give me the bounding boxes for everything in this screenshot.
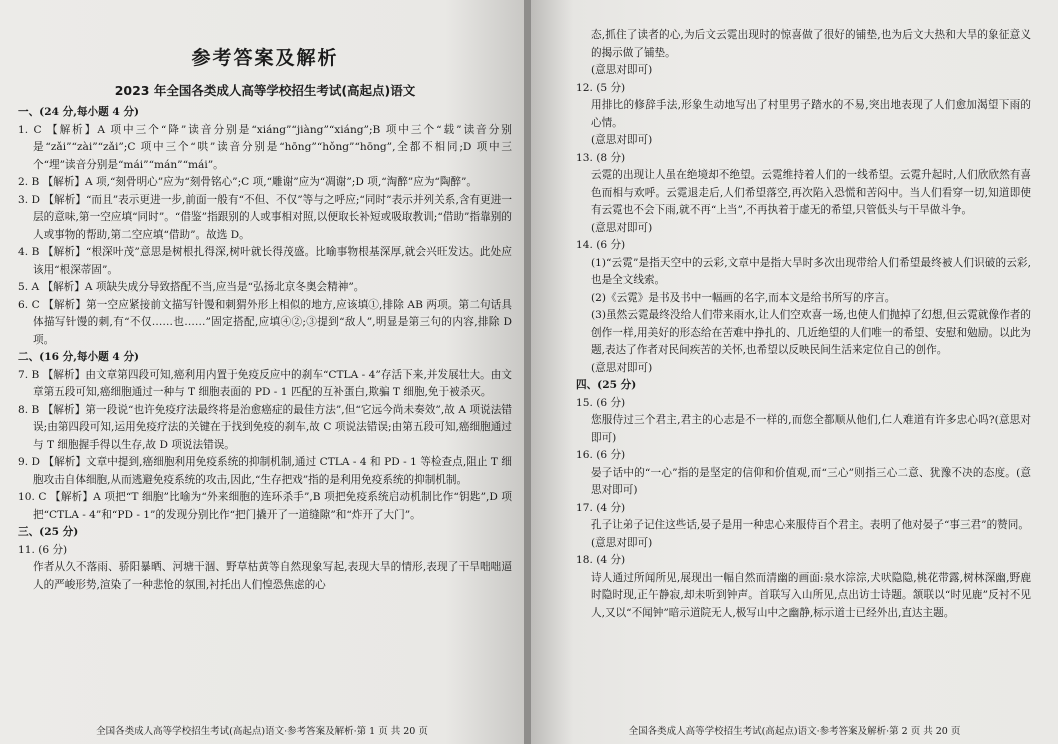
answer-item: 9. D 【解析】文章中提到,癌细胞利用免疫系统的抑制机制,通过 CTLA - 4 和 PD - 1 等检查点,阻止 T 细胞攻击自体细胞,从而逃避免疫系统的攻击,因此,“生存把戏”指的是利用免疫系统的抑制机制。	[18, 456, 512, 486]
answer-item: 1. C 【解析】A 项中三个“降”读音分别是“xiáng”“jiàng”“xiáng”;B 项中三个“载”读音分别是“zǎi”“zài”“zǎi”;C 项中三个“哄”读音分别是“hōng”“hǒng”“hōng”,全都不相同;D 项中三个“埋”读音分别是“mái”“mán”“mái”。	[18, 123, 512, 171]
answer-note: (意思对即可)	[591, 536, 653, 549]
answer-text: (1)“云霓”是指天空中的云彩,文章中是指大旱时多次出现带给人们希望最终被人们识破的云彩,也是全文线索。	[591, 256, 1031, 286]
section-heading: 一、(24 分,每小题 4 分)	[18, 106, 140, 118]
question-number: 15. (6 分)	[576, 396, 626, 409]
section-heading: 四、(25 分)	[576, 379, 637, 391]
right-page-content	[576, 27, 1031, 622]
answer-text: 您服侍过三个君主,君主的心志是不一样的,而您全都顺从他们,仁人难道有许多忠心吗?(意思对即可)	[591, 414, 1031, 444]
answer-text: (2)《云霓》是书及书中一幅画的名字,而本文是给书所写的序言。	[591, 291, 896, 304]
answer-text: (3)虽然云霓最终没给人们带来雨水,让人们空欢喜一场,也使人们抛掉了幻想,但云霓就像作者的创作一样,用美好的形态给在苦难中挣扎的、几近绝望的人们唯一的希望、安慰和勉励。以此为题,表达了作者对民间疾苦的关怀,也希望以反映民间生活来定位自己的创作。	[591, 309, 1031, 356]
left-page-content	[18, 10, 512, 594]
answer-item: 5. A 【解析】A 项缺失成分导致搭配不当,应当是“弘扬北京冬奥会精神”。	[18, 281, 365, 293]
question-number: 13. (8 分)	[576, 151, 626, 164]
question-number: 12. (5 分)	[576, 81, 626, 94]
answer-item: 8. B 【解析】第一段说“也许免疫疗法最终将是治愈癌症的最佳方法”,但“它远今尚未奏效”,故 A 项说法错误;由第四段可知,运用免疫疗法的关键在于找到免疫的刹车,故 C 项说法错误;由第五段可知,癌细胞通过与 T 细胞握手得以生存,故 D 项说法错误。	[18, 403, 512, 451]
answer-text: 云霓的出现让人虽在绝境却不绝望。云霓维持着人们的一线希望。云霓升起时,人们欣欣然有喜色而相与欢呼。云霓退走后,人们希望落空,再次陷入恐慌和苦闷中。当人们看穿一切,知道即使有云霓也不会下雨,就不再“上当”,不再执着于虚无的希望,只管低头与干旱做斗争。	[591, 169, 1031, 216]
answer-text: 用排比的修辞手法,形象生动地写出了村里男子踏水的不易,突出地表现了人们愈加渴望下雨的心情。	[591, 99, 1031, 129]
page-footer: 全国各类成人高等学校招生考试(高起点)语文·参考答案及解析·第 2 页 共 20 页	[628, 726, 961, 737]
right-page	[531, 0, 1058, 744]
page-footer: 全国各类成人高等学校招生考试(高起点)语文·参考答案及解析·第 1 页 共 20 页	[96, 726, 428, 737]
answer-item: 10. C 【解析】A 项把“T 细胞”比喻为“外来细胞的连环杀手”,B 项把免疫系统启动机制比作“钥匙”,D 项把“CTLA - 4”和“PD - 1”的发现分别比作“把门撬开了一道缝隙”和“炸开了大门”。	[18, 491, 512, 521]
exam-subtitle: 2023 年全国各类成人高等学校招生考试(高起点)语文	[114, 82, 416, 98]
answer-note: (意思对即可)	[591, 134, 653, 146]
answer-text: 晏子话中的“一心”指的是坚定的信仰和价值观,而“三心”则指三心二意、犹豫不决的态度。(意思对即可)	[591, 466, 1031, 496]
answer-text: 作者从久不落雨、骄阳暴晒、河塘干涸、野草枯黄等自然现象写起,表现大旱的情形,表现了干旱咄咄逼人的严峻形势,渲染了一种悲怆的氛围,衬托出人们惶恐焦虑的心	[33, 561, 512, 591]
answer-note: (意思对即可)	[591, 64, 653, 76]
question-number: 11. (6 分)	[18, 543, 68, 556]
answer-text: 孔子让弟子记住这些话,晏子是用一种忠心来服侍百个君主。表明了他对晏子“事三君”的赞同。	[591, 519, 1029, 531]
answer-item: 2. B 【解析】A 项,“刻骨明心”应为“刻骨铭心”;C 项,“雕谢”应为“凋谢”;D 项,“淘醉”应为“陶醉”。	[18, 176, 478, 188]
answer-note: (意思对即可)	[591, 361, 653, 374]
answer-item: 7. B 【解析】由文章第四段可知,癌利用内置于免疫反应中的刹车“CTLA - 4”存活下来,并发展壮大。由文章第五段可知,癌细胞通过一种与 T 细胞表面的 PD - 1 匹配的互补蛋白,欺骗 T 细胞,免于被杀灭。	[18, 368, 512, 398]
answer-item: 6. C 【解析】第一空应紧接前文描写针馒和刺猬外形上相似的地方,应该填①,排除 AB 两项。第二句话具体描写针馒的刺,有“不仅……也……”固定搭配,应填④②;③提到“敌人”,明显是第三句的内容,排除 D 项。	[18, 298, 512, 346]
book-gutter	[524, 0, 531, 744]
answer-text: 诗人通过所闻所见,展现出一幅自然而清幽的画面:泉水淙淙,犬吠隐隐,桃花带露,树林深幽,野鹿时隐时现,正午静寂,却未听到钟声。首联写入山所见,点出访士诗题。颔联以“时见鹿”反衬不见人,又以“不闻钟”暗示道院无人,极写山中之幽静,标示道士已经外出,直达主题。	[591, 571, 1031, 619]
answer-item: 3. D 【解析】“而且”表示更进一步,前面一般有“不但、不仅”等与之呼应;“同时”表示并列关系,含有更进一层的意味,第一空应填“同时”。“借鉴”指跟别的人或事相对照,以便取长补短或吸取教训;“借助”指靠别的人或事物的帮助,第二空应填“借助”。故选 D。	[18, 193, 512, 241]
question-number: 14. (6 分)	[576, 239, 626, 251]
section-heading: 二、(16 分,每小题 4 分)	[18, 351, 140, 363]
answer-item: 4. B 【解析】“根深叶茂”意思是树根扎得深,树叶就长得茂盛。比喻事物根基深厚,就会兴旺发达。此处应该用“根深蒂固”。	[18, 246, 512, 276]
question-number: 17. (4 分)	[576, 501, 626, 514]
answer-note: (意思对即可)	[591, 221, 653, 234]
left-page	[0, 0, 524, 744]
section-heading: 三、(25 分)	[18, 526, 79, 538]
question-number: 16. (6 分)	[576, 449, 626, 461]
answer-text: 态,抓住了读者的心,为后文云霓出现时的惊喜做了很好的铺垫,也为后文大热和大旱的象征意义的揭示做了铺垫。	[591, 29, 1031, 59]
question-number: 18. (4 分)	[576, 554, 626, 566]
page-title: 参考答案及解析	[191, 47, 339, 69]
